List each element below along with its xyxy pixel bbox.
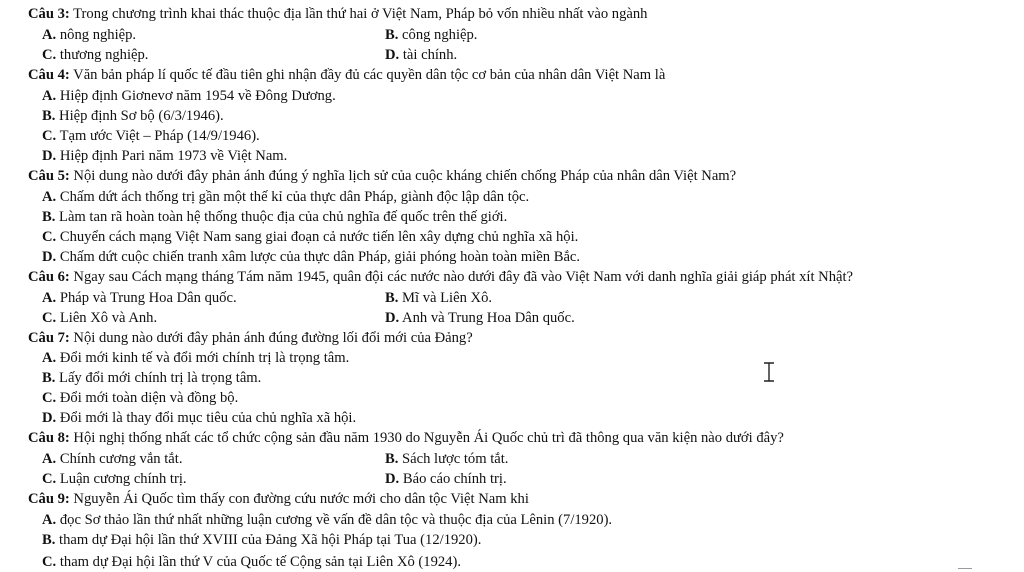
question-text: Ngay sau Cách mạng tháng Tám năm 1945, quân đội các nước nào dưới đây đã vào Việt Nam với danh nghĩa giải giáp phát xít Nhật? <box>69 269 854 285</box>
option-label: B. <box>385 290 399 306</box>
option-text: thương nghiệp. <box>56 47 149 63</box>
option-text: Chấm dứt cuộc chiến tranh xâm lược của thực dân Pháp, giải phóng hoàn toàn miền Bắc. <box>56 249 581 265</box>
option-label: A. <box>42 451 57 467</box>
option-label: D. <box>42 148 57 164</box>
question-8 <box>28 428 784 448</box>
option-7b <box>42 368 261 388</box>
option-6d <box>385 308 575 328</box>
option-label: C. <box>42 471 57 487</box>
option-text: Tạm ước Việt – Pháp (14/9/1946). <box>56 128 260 144</box>
option-text: Chính cương vắn tắt. <box>56 451 183 467</box>
question-text: Văn bản pháp lí quốc tế đầu tiên ghi nhận đầy đủ các quyền dân tộc cơ bản của nhân dân Việt Nam là <box>69 67 666 83</box>
option-text: Chấm dứt ách thống trị gần một thế kỉ của thực dân Pháp, giành độc lập dân tộc. <box>56 189 530 205</box>
option-8c <box>42 469 187 489</box>
option-label: C. <box>42 390 57 406</box>
question-4 <box>28 65 665 85</box>
page-edge-mark <box>958 568 972 572</box>
option-label: C. <box>42 229 57 245</box>
question-7 <box>28 328 473 348</box>
option-label: C. <box>42 128 57 144</box>
option-text: Chuyển cách mạng Việt Nam sang giai đoạn cả nước tiến lên xây dựng chủ nghĩa xã hội. <box>56 229 579 245</box>
option-5c <box>42 227 578 247</box>
option-label: D. <box>385 471 400 487</box>
option-label: C. <box>42 554 57 570</box>
option-label: B. <box>385 451 399 467</box>
question-number: Câu 6: <box>28 269 70 285</box>
option-5a <box>42 187 529 207</box>
option-label: A. <box>42 27 57 43</box>
option-text: Lấy đổi mới chính trị là trọng tâm. <box>55 370 262 386</box>
option-text: Hiệp định Pari năm 1973 về Việt Nam. <box>56 148 288 164</box>
option-8d <box>385 469 507 489</box>
option-text: tham dự Đại hội lần thứ V của Quốc tế Cộng sản tại Liên Xô (1924). <box>56 554 461 570</box>
option-text: Pháp và Trung Hoa Dân quốc. <box>56 290 237 306</box>
question-text: Hội nghị thống nhất các tổ chức cộng sản đầu năm 1930 do Nguyễn Ái Quốc chủ trì đã thông qua văn kiện nào dưới đây? <box>69 430 784 446</box>
option-label: C. <box>42 310 57 326</box>
option-3c <box>42 45 148 65</box>
option-text: nông nghiệp. <box>56 27 137 43</box>
question-number: Câu 9: <box>28 491 70 507</box>
option-9c <box>42 552 461 572</box>
option-3b <box>385 25 477 45</box>
option-4d <box>42 146 287 166</box>
question-text: Nội dung nào dưới đây phản ánh đúng đường lối đổi mới của Đảng? <box>69 330 473 346</box>
option-4a <box>42 86 336 106</box>
option-6c <box>42 308 157 328</box>
option-8b <box>385 449 508 469</box>
option-3d <box>385 45 457 65</box>
option-text: tham dự Đại hội lần thứ XVIII của Đảng Xã hội Pháp tại Tua (12/1920). <box>55 532 482 548</box>
option-text: Hiệp định Giơnevơ năm 1954 về Đông Dương. <box>56 88 336 104</box>
option-label: C. <box>42 47 57 63</box>
question-text: Trong chương trình khai thác thuộc địa lần thứ hai ở Việt Nam, Pháp bỏ vốn nhiều nhất vào ngành <box>69 6 648 22</box>
option-label: D. <box>42 410 57 426</box>
i-beam-cursor-icon <box>762 362 776 382</box>
option-label: D. <box>385 47 400 63</box>
option-5b <box>42 207 507 227</box>
option-text: Anh và Trung Hoa Dân quốc. <box>399 310 575 326</box>
option-label: B. <box>385 27 399 43</box>
option-label: B. <box>42 209 56 225</box>
option-label: B. <box>42 532 56 548</box>
option-text: Mĩ và Liên Xô. <box>398 290 493 306</box>
question-number: Câu 3: <box>28 6 70 22</box>
option-label: A. <box>42 512 57 528</box>
option-6a <box>42 288 237 308</box>
option-7c <box>42 388 238 408</box>
option-text: Luận cương chính trị. <box>56 471 187 487</box>
option-text: Sách lược tóm tắt. <box>398 451 509 467</box>
option-3a <box>42 25 136 45</box>
option-5d <box>42 247 580 267</box>
option-7d <box>42 408 356 428</box>
question-number: Câu 5: <box>28 168 70 184</box>
option-9b <box>42 530 481 550</box>
option-label: B. <box>42 108 56 124</box>
option-label: A. <box>42 189 57 205</box>
question-text: Nội dung nào dưới đây phản ánh đúng ý nghĩa lịch sử của cuộc kháng chiến chống Pháp của nhân dân Việt Nam? <box>69 168 737 184</box>
option-label: A. <box>42 350 57 366</box>
option-label: D. <box>42 249 57 265</box>
option-7a <box>42 348 349 368</box>
option-8a <box>42 449 182 469</box>
option-text: Đổi mới toàn diện và đồng bộ. <box>56 390 239 406</box>
option-label: D. <box>385 310 400 326</box>
option-text: Làm tan rã hoàn toàn hệ thống thuộc địa của chủ nghĩa đế quốc trên thế giới. <box>55 209 508 225</box>
question-number: Câu 4: <box>28 67 70 83</box>
question-6 <box>28 267 853 287</box>
option-4c <box>42 126 260 146</box>
option-text: đọc Sơ thảo lần thứ nhất những luận cương về vấn đề dân tộc và thuộc địa của Lênin (7/1920). <box>56 512 613 528</box>
option-label: B. <box>42 370 56 386</box>
question-text: Nguyễn Ái Quốc tìm thấy con đường cứu nước mới cho dân tộc Việt Nam khi <box>69 491 529 507</box>
option-4b <box>42 106 224 126</box>
question-3 <box>28 4 647 24</box>
option-9a <box>42 510 612 530</box>
option-6b <box>385 288 492 308</box>
question-5 <box>28 166 736 186</box>
question-9 <box>28 489 529 509</box>
option-text: Đổi mới kinh tế và đổi mới chính trị là trọng tâm. <box>56 350 350 366</box>
option-text: công nghiệp. <box>398 27 478 43</box>
option-label: A. <box>42 290 57 306</box>
option-text: Đổi mới là thay đổi mục tiêu của chủ nghĩa xã hội. <box>56 410 357 426</box>
option-label: A. <box>42 88 57 104</box>
option-text: Liên Xô và Anh. <box>56 310 158 326</box>
question-number: Câu 8: <box>28 430 70 446</box>
option-text: Hiệp định Sơ bộ (6/3/1946). <box>55 108 224 124</box>
option-text: Báo cáo chính trị. <box>399 471 507 487</box>
option-text: tài chính. <box>399 47 458 63</box>
question-number: Câu 7: <box>28 330 70 346</box>
